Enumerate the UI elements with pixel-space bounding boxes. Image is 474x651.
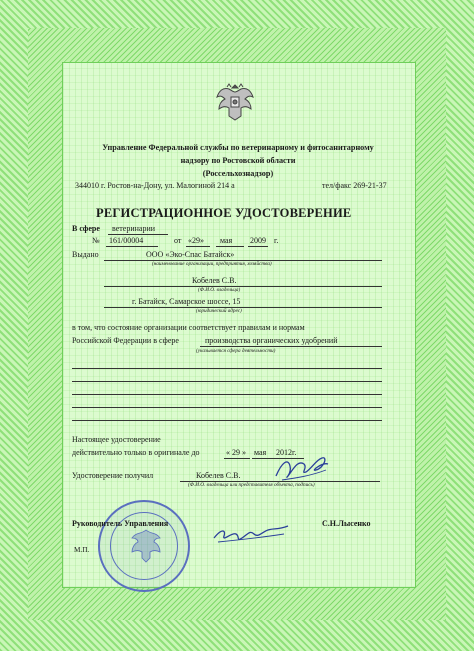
blank-line-2 (72, 381, 382, 382)
number-value: 161/00004 (109, 236, 144, 245)
body-text-2-label: Российской Федерации в сфере (72, 336, 179, 345)
from-label: от (174, 236, 182, 245)
head-label: Руководитель Управления (72, 519, 169, 528)
mp-label: М.П. (74, 546, 90, 554)
head-name: С.Н.Лысенко (322, 519, 371, 528)
number-underline (106, 246, 158, 247)
header-line-2: надзору по Ростовской области (180, 156, 296, 165)
body-text-1: в том, что состояние организации соответствует правилам и нормам (72, 323, 305, 332)
blank-line-3 (72, 394, 382, 395)
person-value: Кобелев С.В. (192, 276, 237, 285)
validity-label: действительно только в оригинале до (72, 448, 200, 457)
activity-hint: (указывается сфера деятельности) (196, 348, 276, 354)
header-line-3: (Россельхознадзор) (202, 169, 274, 178)
blank-line-1 (72, 368, 382, 369)
validity-month: мая (254, 448, 267, 457)
issued-hint: (наименование организации, предприятия, хозяйства) (152, 261, 272, 267)
header-line-1: Управление Федеральной службы по ветеринарному и фитосанитарному (102, 143, 374, 152)
person-hint: (Ф.И.О. владельца) (198, 287, 241, 293)
validity-day-underline (224, 458, 250, 459)
blank-line-4 (72, 407, 382, 408)
certificate-title: РЕГИСТРАЦИОННОЕ УДОСТОВЕРЕНИЕ (96, 206, 352, 220)
validity-year: 2012г. (276, 448, 297, 457)
issue-month: мая (220, 236, 233, 245)
received-value: Кобелев С.В. (196, 471, 241, 480)
owner-signature-icon (272, 452, 332, 488)
validity-line-1: Настоящее удостоверение (72, 435, 161, 444)
validity-day: « 29 » (226, 448, 246, 457)
header-phone: тел/факс 269-21-37 (322, 181, 387, 190)
sphere-value: ветеринарии (112, 224, 156, 233)
day-underline (186, 246, 210, 247)
blank-line-5 (72, 420, 382, 421)
address-hint: (юридический адрес) (196, 308, 242, 314)
year-suffix: г. (274, 236, 279, 245)
address-underline (104, 307, 382, 308)
number-label: № (92, 236, 100, 245)
month-underline (216, 246, 244, 247)
sphere-label: В сфере (72, 224, 100, 233)
activity-value: производства органических удобрений (205, 336, 338, 345)
validity-month-underline (252, 458, 274, 459)
header-address: 344010 г. Ростов-на-Дону, ул. Малогиной 214 а (75, 181, 235, 190)
sphere-underline (108, 234, 168, 235)
coat-of-arms-icon (211, 79, 259, 127)
received-hint: (Ф.И.О. владельца или представителя объекта, подпись) (188, 482, 315, 488)
issued-label: Выдано (72, 250, 99, 259)
issued-value: ООО «Эко-Спас Батайск» (146, 250, 235, 259)
official-stamp (98, 500, 190, 592)
address-value: г. Батайск, Самарское шоссе, 15 (132, 297, 241, 306)
issue-year: 2009 (250, 236, 266, 245)
year-underline (248, 246, 268, 247)
issue-day: «29» (188, 236, 204, 245)
person-underline (104, 286, 382, 287)
head-signature-icon (210, 520, 294, 550)
received-label: Удостоверение получил (72, 471, 154, 480)
activity-underline (200, 346, 382, 347)
stamp-emblem-icon (124, 524, 168, 568)
